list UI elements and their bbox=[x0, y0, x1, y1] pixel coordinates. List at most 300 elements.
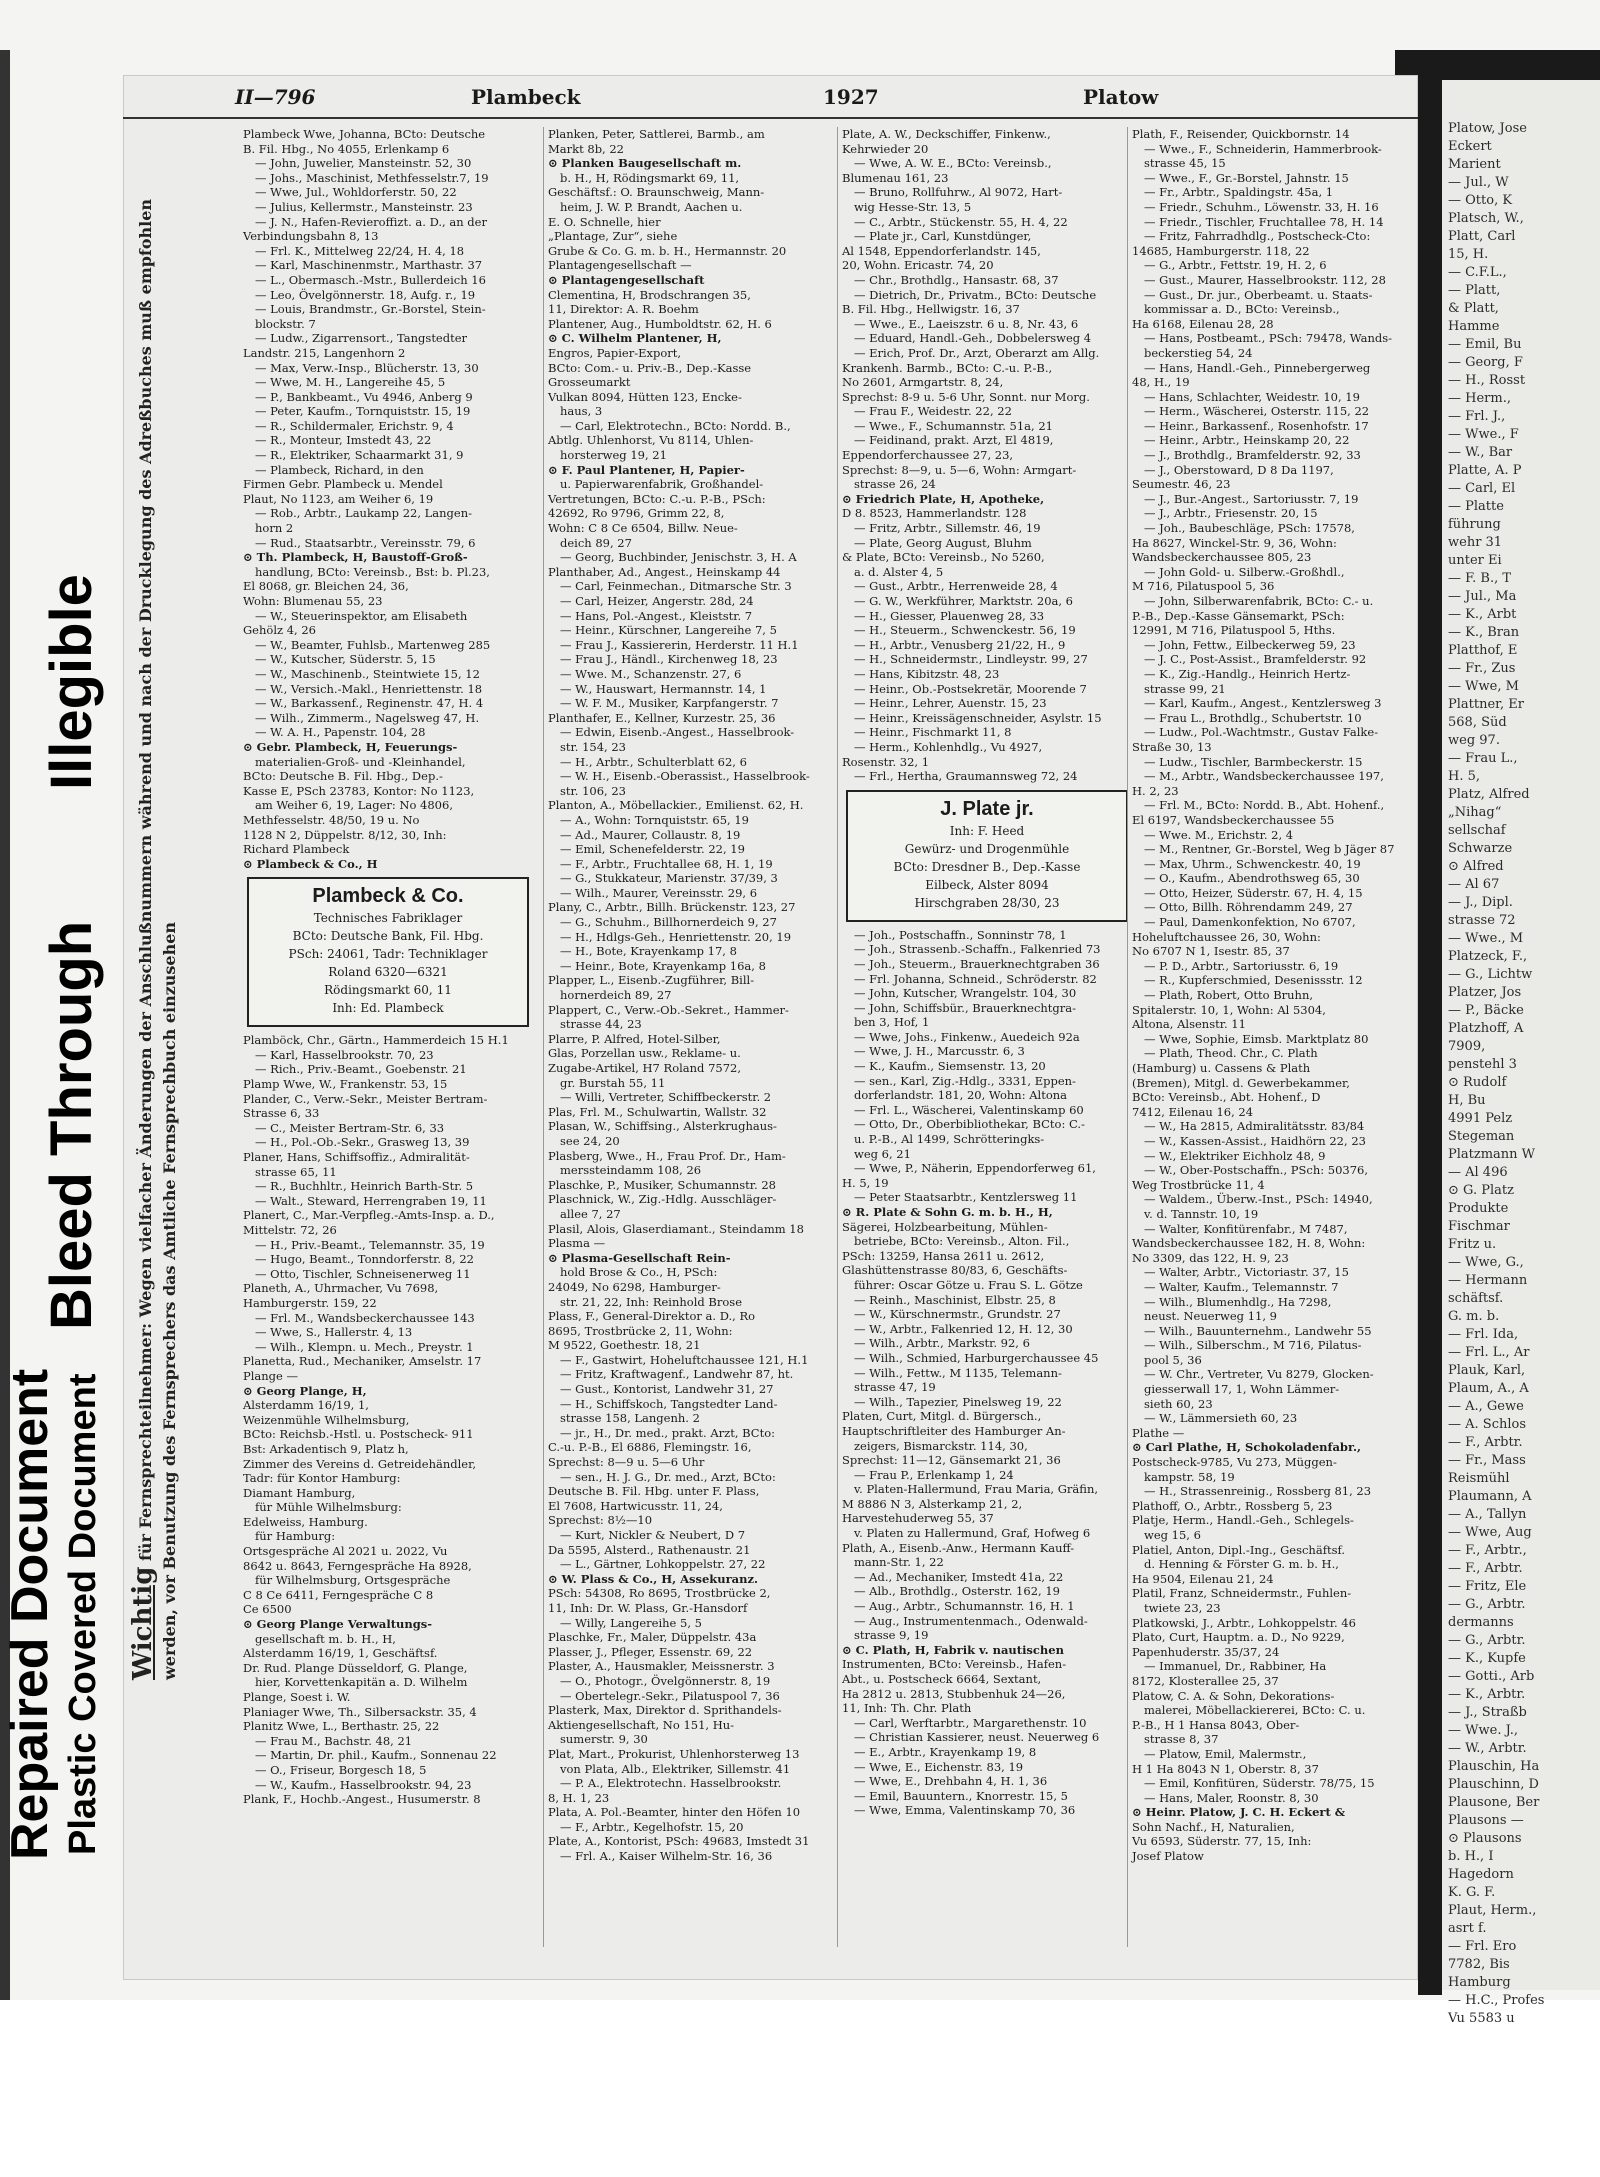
directory-entry: — Walter, Kaufm., Telemannstr. 7 bbox=[1144, 1279, 1339, 1294]
directory-entry: ⊙ Georg Plange, H, bbox=[243, 1383, 367, 1398]
directory-entry: — Plath, Robert, Otto Bruhn, bbox=[1144, 988, 1314, 1003]
directory-entry: Edelweiss, Hamburg. bbox=[243, 1514, 368, 1529]
directory-entry: ⊙ Plasma-Gesellschaft Rein- bbox=[548, 1250, 731, 1265]
directory-entry: Harvestehuderweg 55, 37 bbox=[842, 1511, 994, 1526]
directory-entry: gesellschaft m. b. H., H, bbox=[255, 1631, 396, 1646]
advertisement-plate-jr bbox=[846, 790, 1128, 922]
directory-entry: Aktiengesellschaft, No 151, Hu- bbox=[548, 1717, 735, 1732]
directory-entry: Diamant Hamburg, bbox=[243, 1485, 356, 1500]
neighbor-line: — F. B., T bbox=[1448, 571, 1512, 586]
directory-entry: — C., Meister Bertram-Str. 6, 33 bbox=[255, 1120, 445, 1135]
stamp-bleed-through: Bleed Through bbox=[39, 920, 104, 1330]
directory-entry: Strasse 6, 33 bbox=[243, 1106, 320, 1121]
neighbor-line: Eckert bbox=[1448, 139, 1492, 154]
directory-entry: — Heinr., Arbtr., Heinskamp 20, 22 bbox=[1144, 433, 1350, 448]
neighbor-line: ⊙ Rudolf bbox=[1448, 1075, 1507, 1090]
directory-entry: Sprechst: 11—12, Gänsemarkt 21, 36 bbox=[842, 1453, 1061, 1468]
advertisement-plambeck-co bbox=[247, 877, 529, 1027]
telephone-notice bbox=[128, 140, 231, 1690]
neighbor-line: Vu 5583 u bbox=[1448, 2011, 1515, 2026]
neighbor-line: — Wwe. J., bbox=[1448, 1723, 1519, 1738]
directory-entry: H. 5, 19 bbox=[842, 1175, 889, 1190]
directory-entry: — R., Buchhltr., Heinrich Barth-Str. 5 bbox=[255, 1179, 474, 1194]
directory-entry: — Frl. M., BCto: Nordd. B., Abt. Hohenf., bbox=[1144, 798, 1385, 813]
directory-entry: — Fr., Arbtr., Spaldingstr. 45a, 1 bbox=[1144, 185, 1334, 200]
directory-entry: — Wwe, S., Hallerstr. 4, 13 bbox=[255, 1325, 413, 1340]
ad-line: Inh: Ed. Plambeck bbox=[332, 1001, 444, 1016]
directory-entry: für Hamburg: bbox=[255, 1529, 336, 1544]
neighbor-line: 15, H. bbox=[1448, 247, 1489, 262]
directory-entry: haus, 3 bbox=[560, 404, 603, 419]
directory-entry: Ha 2812 u. 2813, Stubbenhuk 24—26, bbox=[842, 1686, 1066, 1701]
neighbor-line: Platz, Alfred bbox=[1448, 787, 1530, 802]
directory-entry: — J., Oberstoward, D 8 Da 1197, bbox=[1144, 462, 1334, 477]
directory-entry: strasse 99, 21 bbox=[1144, 681, 1226, 696]
directory-entry: — P. A., Elektrotechn. Hasselbrookstr. bbox=[560, 1776, 782, 1791]
directory-entry: — Paul, Damenkonfektion, No 6707, bbox=[1144, 915, 1356, 930]
directory-entry: für Wilhelmsburg, Ortsgespräche bbox=[255, 1573, 451, 1588]
neighbor-line: — W., Arbtr. bbox=[1448, 1741, 1527, 1756]
directory-entry: — J. C., Post-Assist., Bramfelderstr. 92 bbox=[1144, 652, 1367, 667]
directory-entry: a. d. Alster 4, 5 bbox=[854, 564, 944, 579]
directory-entry: Platow, C. A. & Sohn, Dekorations- bbox=[1132, 1688, 1335, 1703]
directory-entry: Platil, Franz, Schneidermstr., Fuhlen- bbox=[1132, 1586, 1352, 1601]
neighbor-line: Plauk, Karl, bbox=[1448, 1363, 1526, 1378]
directory-entry: — O., Photogr., Övelgönnerstr. 8, 19 bbox=[560, 1673, 771, 1688]
neighbor-line: Platt, Carl bbox=[1448, 229, 1516, 244]
directory-entry: beckerstieg 54, 24 bbox=[1144, 345, 1253, 360]
directory-entry: — H., Schneidermstr., Lindleystr. 99, 27 bbox=[854, 652, 1088, 667]
directory-entry: — G., Arbtr., Fettstr. 19, H. 2, 6 bbox=[1144, 258, 1327, 273]
directory-entry: Planiager Wwe, Th., Silbersackstr. 35, 4 bbox=[243, 1704, 477, 1719]
directory-entry: — W. F. M., Musiker, Karpfangerstr. 7 bbox=[560, 696, 779, 711]
directory-entry: — Hugo, Beamt., Tonndorferstr. 8, 22 bbox=[255, 1252, 474, 1267]
directory-entry: — Walter, Arbtr., Victoriastr. 37, 15 bbox=[1144, 1265, 1349, 1280]
ad-line: BCto: Deutsche Bank, Fil. Hbg. bbox=[292, 929, 484, 944]
neighbor-line: — J., Dipl. bbox=[1448, 895, 1513, 910]
directory-entry: weg 6, 21 bbox=[854, 1146, 911, 1161]
directory-entry: see 24, 20 bbox=[560, 1133, 620, 1148]
directory-entry: ⊙ Friedrich Plate, H, Apotheke, bbox=[842, 491, 1045, 506]
directory-entry: P.-B., Dep.-Kasse Gänsemarkt, PSch: bbox=[1132, 608, 1345, 623]
neighbor-line: G. m. b. bbox=[1448, 1309, 1500, 1324]
directory-entry: — G., Stukkateur, Marienstr. 37/39, 3 bbox=[560, 871, 778, 886]
directory-entry: — Herm., Kohlenhdlg., Vu 4927, bbox=[854, 739, 1043, 754]
directory-entry: — E., Arbtr., Krayenkamp 19, 8 bbox=[854, 1744, 1037, 1759]
neighbor-line: 7782, Bis bbox=[1448, 1957, 1510, 1972]
neighbor-line: Fischmar bbox=[1448, 1219, 1510, 1234]
directory-entry: — W., Versich.-Makl., Henriettenstr. 18 bbox=[255, 681, 483, 696]
directory-entry: Markt 8b, 22 bbox=[548, 141, 624, 156]
column-4-entries bbox=[1132, 127, 1422, 1864]
directory-entry: — W. Chr., Vertreter, Vu 8279, Glocken- bbox=[1144, 1367, 1374, 1382]
neighbor-line: Hagedorn bbox=[1448, 1867, 1514, 1882]
directory-entry: — Karl, Hasselbrookstr. 70, 23 bbox=[255, 1047, 434, 1062]
directory-entry: — W., Kürschnermstr., Grundstr. 27 bbox=[854, 1307, 1061, 1322]
neighbor-line: — G., Lichtw bbox=[1448, 967, 1533, 982]
directory-entry: Plaschnick, W., Zig.-Hdlg. Ausschläger- bbox=[548, 1192, 777, 1207]
directory-entry: B. Fil. Hbg., Hellwigstr. 16, 37 bbox=[842, 302, 1020, 317]
directory-entry: ⊙ Georg Plange Verwaltungs- bbox=[243, 1617, 433, 1632]
neighbor-line: Hamme bbox=[1448, 319, 1500, 334]
directory-entry: Plasma — bbox=[548, 1236, 606, 1251]
directory-entry: strasse 9, 19 bbox=[854, 1628, 929, 1643]
directory-entry: 8, H. 1, 23 bbox=[548, 1790, 610, 1805]
directory-entry: — sen., H. J. G., Dr. med., Arzt, BCto: bbox=[560, 1469, 776, 1484]
directory-entry: handlung, BCto: Vereinsb., Bst: b. Pl.23, bbox=[255, 564, 490, 579]
neighbor-line: — A. Schlos bbox=[1448, 1417, 1526, 1432]
neighbor-line: Plattner, Er bbox=[1448, 697, 1524, 712]
directory-entry: dorferlandstr. 181, 20, Wohn: Altona bbox=[854, 1088, 1068, 1103]
neighbor-line: schäftsf. bbox=[1448, 1291, 1504, 1306]
neighbor-line: Plaut, Herm., bbox=[1448, 1903, 1537, 1918]
directory-entry: M 716, Pilatuspool 5, 36 bbox=[1132, 579, 1275, 594]
directory-entry: — Rob., Arbtr., Laukamp 22, Langen- bbox=[255, 506, 473, 521]
neighbor-line: penstehl 3 bbox=[1448, 1057, 1517, 1072]
directory-entry: Plank, F., Hochb.-Angest., Husumerstr. 8 bbox=[243, 1792, 481, 1807]
directory-entry: — G. W., Werkführer, Marktstr. 20a, 6 bbox=[854, 594, 1073, 608]
column-3-entries-top bbox=[842, 127, 1132, 784]
directory-entry: — Joh., Baubeschläge, PSch: 17578, bbox=[1144, 521, 1355, 536]
directory-entry: Plander, C., Verw.-Sekr., Meister Bertram- bbox=[243, 1091, 488, 1106]
directory-entry: — W., Barkassenf., Reginenstr. 47, H. 4 bbox=[255, 696, 484, 711]
directory-entry: — W., Steuerinspektor, am Elisabeth bbox=[255, 608, 468, 623]
directory-entry: B. Fil. Hbg., No 4055, Erlenkamp 6 bbox=[243, 141, 450, 156]
directory-entry: — Aug., Arbtr., Schumannstr. 16, H. 1 bbox=[854, 1599, 1075, 1614]
directory-entry: neust. Neuerweg 11, 9 bbox=[1144, 1309, 1277, 1324]
directory-entry: Geschäftsf.: O. Braunschweig, Mann- bbox=[548, 185, 765, 200]
directory-entry: Kasse E, PSch 23783, Kontor: No 1123, bbox=[243, 783, 475, 798]
directory-entry: Plange — bbox=[243, 1368, 299, 1383]
directory-entry: — Aug., Instrumentenmach., Odenwald- bbox=[854, 1613, 1088, 1628]
directory-entry: — W., Ober-Postschaffn., PSch: 50376, bbox=[1144, 1163, 1369, 1178]
directory-entry: Plaut, No 1123, am Weiher 6, 19 bbox=[243, 491, 434, 506]
directory-entry: Verbindungsbahn 8, 13 bbox=[243, 229, 379, 244]
directory-entry: Rosenstr. 32, 1 bbox=[842, 754, 930, 769]
directory-entry: — H., Bote, Krayenkamp 17, 8 bbox=[560, 944, 737, 959]
directory-entry: — Hans, Kibitzstr. 48, 23 bbox=[854, 666, 1000, 681]
directory-entry: Papenhuderstr. 35/37, 24 bbox=[1132, 1644, 1280, 1659]
directory-entry: — P., Bankbeamt., Vu 4946, Anberg 9 bbox=[255, 389, 473, 404]
directory-entry: — Willi, Vertreter, Schiffbeckerstr. 2 bbox=[560, 1090, 772, 1105]
directory-entry: — Wwe., E., Laeiszstr. 6 u. 8, Nr. 43, 6 bbox=[854, 316, 1079, 331]
neighbor-line: — Platte bbox=[1448, 499, 1504, 514]
directory-entry: — Herm., Wäscherei, Osterstr. 115, 22 bbox=[1144, 404, 1370, 419]
directory-entry: — Willy, Langereihe 5, 5 bbox=[560, 1615, 702, 1630]
directory-entry: Krankenh. Barmb., BCto: C.-u. P.-B., bbox=[842, 360, 1053, 375]
directory-entry: — Fritz, Arbtr., Sillemstr. 46, 19 bbox=[854, 521, 1041, 536]
directory-entry: Altona, Alsenstr. 11 bbox=[1132, 1017, 1246, 1032]
neighbor-line: ⊙ Plausons bbox=[1448, 1831, 1522, 1846]
column-2 bbox=[543, 127, 838, 1947]
directory-entry: Zimmer des Vereins d. Getreidehändler, bbox=[243, 1456, 476, 1471]
directory-entry: — Alb., Brothdlg., Osterstr. 162, 19 bbox=[854, 1584, 1060, 1599]
directory-entry: gr. Burstah 55, 11 bbox=[560, 1075, 666, 1090]
neighbor-line: Produkte bbox=[1448, 1201, 1509, 1216]
directory-entry: Plasser, J., Pfleger, Essenstr. 69, 22 bbox=[548, 1644, 753, 1659]
directory-entry: No 2601, Armgartstr. 8, 24, bbox=[842, 375, 1004, 390]
directory-entry: Planetta, Rud., Mechaniker, Amselstr. 17 bbox=[243, 1354, 482, 1369]
ad-line: Roland 6320—6321 bbox=[328, 965, 448, 980]
neighbor-line: Marient bbox=[1448, 157, 1501, 172]
directory-entry: — Heinr., Fischmarkt 11, 8 bbox=[854, 725, 1012, 740]
directory-entry: strasse 47, 19 bbox=[854, 1380, 936, 1395]
directory-entry: — Gust., Maurer, Hasselbrookstr. 112, 28 bbox=[1144, 272, 1386, 287]
directory-entry: — M., Arbtr., Wandsbeckerchaussee 197, bbox=[1144, 769, 1384, 784]
directory-entry: führer: Oscar Götze u. Frau S. L. Götze bbox=[854, 1277, 1083, 1292]
directory-entry: Planthaber, Ad., Angest., Heinskamp 44 bbox=[548, 564, 781, 579]
directory-entry: horsterweg 19, 21 bbox=[560, 448, 667, 463]
directory-entry: — J., Arbtr., Friesenstr. 20, 15 bbox=[1144, 506, 1318, 521]
directory-entry: — Leo, Övelgönnerstr. 18, Aufg. r., 19 bbox=[255, 287, 476, 302]
directory-entry: Hamburgerstr. 159, 22 bbox=[243, 1295, 377, 1310]
neighbor-line: — Fr., Mass bbox=[1448, 1453, 1526, 1468]
neighbor-line: Platzer, Jos bbox=[1448, 985, 1522, 1000]
directory-entry: 24049, No 6298, Hamburger- bbox=[548, 1279, 721, 1294]
directory-entry: Platje, Herm., Handl.-Geh., Schlegels- bbox=[1132, 1513, 1354, 1528]
directory-entry: — Hans, Handl.-Geh., Pinnebergerweg bbox=[1144, 360, 1371, 375]
neighbor-line: — Wwe., M bbox=[1448, 931, 1524, 946]
neighbor-line: Reismühl bbox=[1448, 1471, 1510, 1486]
neighbor-line: — Al 67 bbox=[1448, 877, 1500, 892]
directory-entry: v. Platen zu Hallermund, Graf, Hofweg 6 bbox=[854, 1526, 1091, 1541]
directory-entry: M 8886 N 3, Alsterkamp 21, 2, bbox=[842, 1496, 1023, 1511]
page-number: II—796 bbox=[235, 85, 316, 109]
directory-entry: Plass, F., General-Direktor a. D., Ro bbox=[548, 1309, 756, 1324]
directory-entry: Plasberg, Wwe., H., Frau Prof. Dr., Ham- bbox=[548, 1148, 786, 1163]
ad-line: Inh: F. Heed bbox=[949, 823, 1025, 838]
directory-entry: Blumenau 161, 23 bbox=[842, 170, 949, 185]
directory-entry: Plantener, Aug., Humboldtstr. 62, H. 6 bbox=[548, 316, 772, 331]
neighbor-line: — Platt, bbox=[1448, 283, 1501, 298]
directory-entry: — Wilh., Schmied, Harburgerchaussee 45 bbox=[854, 1350, 1099, 1365]
directory-entry: Vu 6593, Süderstr. 77, 15, Inh: bbox=[1132, 1834, 1312, 1849]
directory-entry: — Wilh., Maurer, Vereinsstr. 29, 6 bbox=[560, 885, 758, 900]
directory-entry: — Wwe, E., Eichenstr. 83, 19 bbox=[854, 1759, 1024, 1774]
neighbor-line: asrt f. bbox=[1448, 1921, 1487, 1936]
directory-entry: BCto: Deutsche B. Fil. Hbg., Dep.- bbox=[243, 769, 443, 784]
directory-entry: Planert, C., Mar.-Verpfleg.-Amts-Insp. a. D., bbox=[243, 1208, 495, 1223]
directory-entry: heim, J. W. P. Brandt, Aachen u. bbox=[560, 199, 743, 214]
directory-entry: — W., Ha 2815, Admiralitätsstr. 83/84 bbox=[1144, 1119, 1365, 1134]
directory-entry: Plate, A. W., Deckschiffer, Finkenw., bbox=[842, 127, 1051, 141]
directory-entry: — John Gold- u. Silberw.-Großhdl., bbox=[1144, 564, 1345, 579]
neighbor-line: weg 97. bbox=[1448, 733, 1500, 748]
neighbor-line: wehr 31 bbox=[1448, 535, 1503, 550]
neighbor-line: Plauschinn, D bbox=[1448, 1777, 1539, 1792]
neighbor-line: ⊙ Alfred bbox=[1448, 859, 1504, 874]
directory-entry: — Frl. Johanna, Schneid., Schröderstr. 82 bbox=[854, 971, 1097, 986]
directory-entry: Plaschke, Fr., Maler, Düppelstr. 43a bbox=[548, 1630, 757, 1645]
directory-entry: ⊙ Heinr. Platow, J. C. H. Eckert & bbox=[1132, 1805, 1346, 1820]
neighbor-line: strasse 72 bbox=[1448, 913, 1516, 928]
directory-entry: sieth 60, 23 bbox=[1144, 1396, 1213, 1411]
ad-line: Eilbeck, Alster 8094 bbox=[925, 877, 1049, 892]
page-header bbox=[123, 79, 1418, 119]
directory-entry: Planitz Wwe, L., Berthastr. 25, 22 bbox=[243, 1719, 440, 1734]
directory-entry: — Frau F., Weidestr. 22, 22 bbox=[854, 404, 1012, 419]
directory-entry: b. H., H, Rödingsmarkt 69, 11, bbox=[560, 170, 740, 185]
directory-entry: — Hans, Postbeamt., PSch: 79478, Wands- bbox=[1144, 331, 1393, 346]
directory-entry: — Otto, Heizer, Süderstr. 67, H. 4, 15 bbox=[1144, 885, 1363, 900]
directory-entry: BCto: Reichsb.-Hstl. u. Postscheck- 911 bbox=[243, 1427, 474, 1442]
neighbor-lines bbox=[1442, 80, 1600, 2028]
directory-entry: — Joh., Strassenb.-Schaffn., Falkenried 73 bbox=[854, 942, 1101, 957]
directory-entry: — sen., Karl, Zig.-Hdlg., 3331, Eppen- bbox=[854, 1073, 1076, 1088]
directory-entry: — Wwe, E., Drehbahn 4, H. 1, 36 bbox=[854, 1774, 1048, 1789]
directory-entry: Plaschke, P., Musiker, Schumannstr. 28 bbox=[548, 1177, 776, 1192]
directory-entry: — Walt., Steward, Herrengraben 19, 11 bbox=[255, 1193, 487, 1208]
directory-entry: strasse 158, Langenh. 2 bbox=[560, 1411, 700, 1426]
directory-entry: Glas, Porzellan usw., Reklame- u. bbox=[548, 1046, 741, 1061]
directory-entry: Abtlg. Uhlenhorst, Vu 8114, Uhlen- bbox=[548, 433, 754, 448]
directory-entry: — Karl, Kaufm., Angest., Kentzlersweg 3 bbox=[1144, 696, 1382, 711]
directory-entry: Sprechst: 8½—10 bbox=[548, 1513, 653, 1528]
neighbor-line: — Wwe, M bbox=[1448, 679, 1519, 694]
directory-entry: — Wwe., F., Gr.-Borstel, Jahnstr. 15 bbox=[1144, 170, 1349, 185]
neighbor-line: ⊙ G. Platz bbox=[1448, 1183, 1514, 1198]
directory-entry: — Louis, Brandmstr., Gr.-Borstel, Stein- bbox=[255, 302, 486, 317]
directory-entry: — Rud., Staatsarbtr., Vereinsstr. 79, 6 bbox=[255, 535, 476, 550]
neighbor-line: — Wwe, G., bbox=[1448, 1255, 1524, 1270]
directory-entry: Abt., u. Postscheck 6664, Sextant, bbox=[842, 1672, 1042, 1686]
directory-entry: ⊙ C. Wilhelm Plantener, H, bbox=[548, 331, 722, 346]
neighbor-line: 7909, bbox=[1448, 1039, 1486, 1054]
neighbor-line: — J., Straßb bbox=[1448, 1705, 1527, 1720]
ad-lines bbox=[255, 909, 521, 1017]
directory-entry: kommissar a. D., BCto: Vereinsb., bbox=[1144, 302, 1340, 317]
directory-entry: — Obertelegr.-Sekr., Pilatuspool 7, 36 bbox=[560, 1688, 780, 1703]
directory-entry: strasse 44, 23 bbox=[560, 1017, 642, 1032]
stamp-illegible: Illegible bbox=[39, 574, 104, 790]
neighbor-line: — K., Arbt bbox=[1448, 607, 1517, 622]
directory-entry: Plany, C., Arbtr., Billh. Brückenstr. 123, 27 bbox=[548, 900, 796, 915]
directory-entry: Wandsbeckerchaussee 182, H. 8, Wohn: bbox=[1132, 1236, 1366, 1251]
directory-entry: hier, Korvettenkapitän a. D. Wilhelm bbox=[255, 1675, 468, 1690]
directory-entry: — Wilh., Silberschm., M 716, Pilatus- bbox=[1144, 1338, 1362, 1353]
directory-entry: — John, Kutscher, Wrangelstr. 104, 30 bbox=[854, 986, 1077, 1001]
header-left-keyword: Plambeck bbox=[471, 85, 581, 109]
directory-entry: ⊙ W. Plass & Co., H, Assekuranz. bbox=[548, 1571, 759, 1586]
directory-entry: — Peter Staatsarbtr., Kentzlersweg 11 bbox=[854, 1190, 1078, 1205]
neighbor-line: — G., Arbtr. bbox=[1448, 1633, 1526, 1648]
directory-entry: ⊙ Carl Plathe, H, Schokoladenfabr., bbox=[1132, 1440, 1361, 1455]
directory-entry: str. 154, 23 bbox=[560, 739, 626, 754]
neighbor-line: — K., Bran bbox=[1448, 625, 1520, 640]
neighbor-line: „Nihag“ bbox=[1448, 805, 1502, 820]
directory-entry: — C., Arbtr., Stückenstr. 55, H. 4, 22 bbox=[854, 214, 1068, 229]
directory-entry: Plapper, L., Eisenb.-Zugführer, Bill- bbox=[548, 973, 755, 988]
directory-entry: zeigers, Bismarckstr. 114, 30, bbox=[854, 1438, 1028, 1453]
directory-entry: Plas, Frl. M., Schulwartin, Wallstr. 32 bbox=[548, 1104, 767, 1119]
directory-entry: Plat, Mart., Prokurist, Uhlenhorsterweg 13 bbox=[548, 1746, 800, 1761]
directory-entry: Platen, Curt, Mitgl. d. Bürgersch., bbox=[842, 1409, 1042, 1424]
directory-entry: Postscheck-9785, Vu 273, Müggen- bbox=[1132, 1455, 1337, 1470]
neighbor-line: Platte, A. P bbox=[1448, 463, 1522, 478]
directory-page bbox=[123, 75, 1418, 1980]
notice-lead: Wichtig bbox=[128, 1566, 158, 1680]
directory-entry: — Wwe, Jul., Wohldorferstr. 50, 22 bbox=[255, 185, 457, 200]
directory-entry: — Wwe. M., Schanzenstr. 27, 6 bbox=[560, 666, 742, 681]
directory-entry: wig Hesse-Str. 13, 5 bbox=[854, 199, 972, 214]
neighbor-line: führung bbox=[1448, 517, 1501, 532]
directory-entry: Platkowski, J., Arbtr., Lohkoppelstr. 46 bbox=[1132, 1615, 1356, 1630]
directory-entry: — P. D., Arbtr., Sartoriusstr. 6, 19 bbox=[1144, 958, 1339, 973]
header-right-keyword: Platow bbox=[1083, 85, 1159, 109]
directory-entry: Glashüttenstrasse 80/83, 6, Geschäfts- bbox=[842, 1263, 1068, 1278]
directory-entry: — H., Strassenreinig., Rossberg 81, 23 bbox=[1144, 1484, 1372, 1499]
directory-entry: — K., Zig.-Handlg., Heinrich Hertz- bbox=[1144, 666, 1351, 681]
directory-entry: — John, Schiffsbür., Brauerknechtgra- bbox=[854, 1000, 1077, 1015]
neighbor-line: Platzmann W bbox=[1448, 1147, 1536, 1162]
directory-entry: Grosseumarkt bbox=[548, 375, 631, 390]
directory-entry: — O., Kaufm., Abendrothsweg 65, 30 bbox=[1144, 871, 1360, 886]
directory-entry: — F., Arbtr., Kegelhofstr. 15, 20 bbox=[560, 1819, 744, 1834]
directory-entry: „Plantage, Zur“, siehe bbox=[548, 229, 678, 244]
directory-entry: — Frau M., Bachstr. 48, 21 bbox=[255, 1733, 413, 1748]
directory-entry: — Wwe, Sophie, Eimsb. Marktplatz 80 bbox=[1144, 1031, 1369, 1046]
directory-entry: — Immanuel, Dr., Rabbiner, Ha bbox=[1144, 1659, 1327, 1674]
directory-entry: — M., Rentner, Gr.-Borstel, Weg b Jäger 87 bbox=[1144, 842, 1395, 857]
directory-entry: — Wilh., Arbtr., Markstr. 92, 6 bbox=[854, 1336, 1030, 1351]
directory-entry: mann-Str. 1, 22 bbox=[854, 1555, 944, 1570]
directory-entry: Deutsche B. Fil. Hbg. unter F. Plass, bbox=[548, 1484, 760, 1499]
directory-entry: — H., Giesser, Plauenweg 28, 33 bbox=[854, 608, 1045, 623]
directory-entry: Hoheluftchaussee 26, 30, Wohn: bbox=[1132, 929, 1321, 944]
neighbor-line: — Jul., Ma bbox=[1448, 589, 1517, 604]
directory-entry: — W., Kaufm., Hasselbrookstr. 94, 23 bbox=[255, 1777, 472, 1792]
neighbor-line: Fritz u. bbox=[1448, 1237, 1497, 1252]
directory-entry: str. 106, 23 bbox=[560, 783, 626, 798]
neighbor-line: — Hermann bbox=[1448, 1273, 1528, 1288]
directory-entry: Plasan, W., Schiffsing., Alsterkrughaus- bbox=[548, 1119, 777, 1134]
directory-entry: — Walter, Konfitürenfabr., M 7487, bbox=[1144, 1221, 1348, 1236]
directory-entry: — Wwe. M., Erichstr. 2, 4 bbox=[1144, 827, 1294, 842]
directory-entry: — W., Elektriker Eichholz 48, 9 bbox=[1144, 1148, 1326, 1163]
directory-entry: PSch: 13259, Hansa 2611 u. 2612, bbox=[842, 1248, 1045, 1263]
directory-entry: & Plate, BCto: Vereinsb., No 5260, bbox=[842, 550, 1045, 565]
directory-entry: Planken, Peter, Sattlerei, Barmb., am bbox=[548, 127, 765, 141]
directory-entry: — Frl., Hertha, Graumannsweg 72, 24 bbox=[854, 769, 1078, 784]
neighbor-line: dermanns bbox=[1448, 1615, 1514, 1630]
directory-entry: — Ludw., Zigarrensort., Tangstedter bbox=[255, 331, 468, 346]
directory-entry: am Weiher 6, 19, Lager: No 4806, bbox=[255, 798, 453, 813]
neighbor-line: — Al 496 bbox=[1448, 1165, 1508, 1180]
neighbor-line: Platsch, W., bbox=[1448, 211, 1524, 226]
directory-entry: Hauptschriftleiter des Hamburger An- bbox=[842, 1423, 1066, 1438]
directory-entry: — W., Kutscher, Süderstr. 5, 15 bbox=[255, 652, 436, 667]
directory-entry: — Max, Verw.-Insp., Blücherstr. 13, 30 bbox=[255, 360, 479, 375]
neighbor-line: 4991 Pelz bbox=[1448, 1111, 1513, 1126]
directory-entry: — H., Arbtr., Schulterblatt 62, 6 bbox=[560, 754, 747, 769]
stamp-repaired-document: Repaired Document bbox=[1, 1368, 59, 1860]
neighbor-line: Platthof, E bbox=[1448, 643, 1518, 658]
directory-entry: — Carl, Feinmechan., Ditmarsche Str. 3 bbox=[560, 579, 792, 594]
neighbor-line: — Gotti., Arb bbox=[1448, 1669, 1535, 1684]
directory-entry: strasse 45, 15 bbox=[1144, 156, 1226, 171]
directory-entry: — Kurt, Nickler & Neubert, D 7 bbox=[560, 1528, 746, 1542]
directory-entry: — Frl. A., Kaiser Wilhelm-Str. 16, 36 bbox=[560, 1849, 773, 1864]
directory-entry: — Ludw., Tischler, Barmbeckerstr. 15 bbox=[1144, 754, 1363, 769]
directory-entry: — Eduard, Handl.-Geh., Dobbelersweg 4 bbox=[854, 331, 1092, 346]
directory-entry: — Waldem., Überw.-Inst., PSch: 14940, bbox=[1144, 1192, 1373, 1207]
directory-entry: E. O. Schnelle, hier bbox=[548, 214, 661, 229]
directory-entry: — Carl, Werftarbtr., Margarethenstr. 10 bbox=[854, 1715, 1087, 1730]
column-1 bbox=[243, 127, 533, 1947]
neighbor-line: sellschaf bbox=[1448, 823, 1506, 838]
telephone-notice-text bbox=[128, 140, 182, 1680]
directory-entry: str. 21, 22, Inh: Reinhold Brose bbox=[560, 1294, 742, 1309]
